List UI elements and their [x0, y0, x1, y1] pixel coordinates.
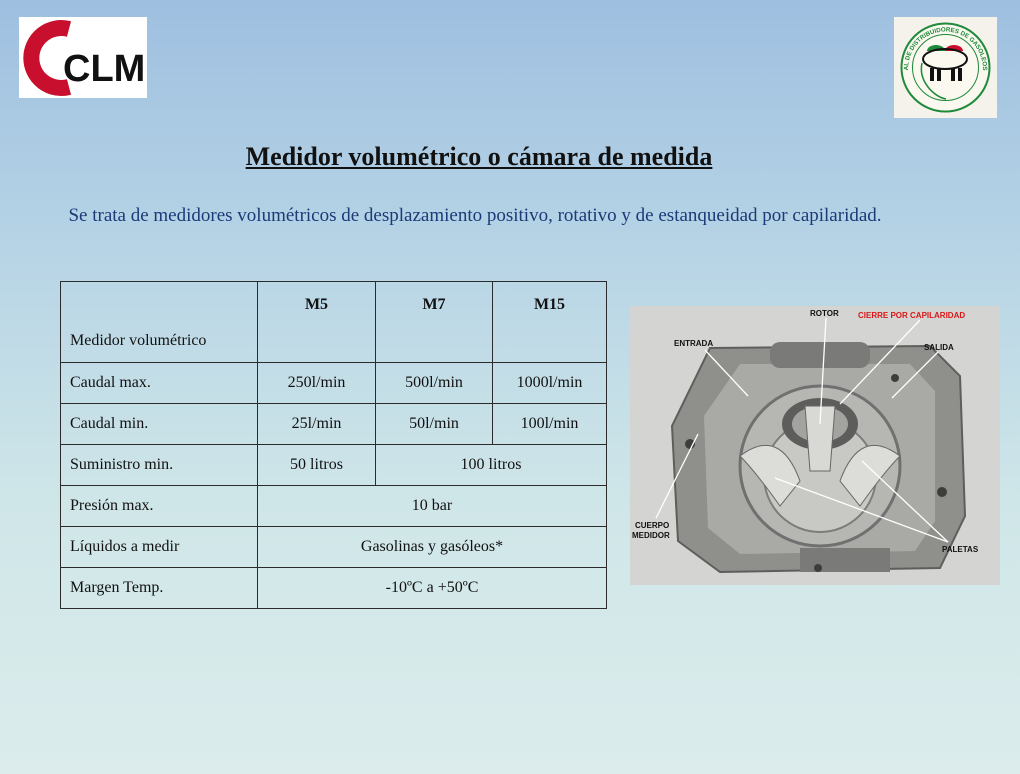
table-row	[61, 527, 607, 568]
label-rotor: ROTOR	[810, 309, 839, 318]
row-label: Caudal min.	[61, 404, 258, 445]
header-m7: M7	[376, 282, 493, 363]
cell-value: 50 litros	[258, 445, 376, 486]
federation-seal-graphic	[894, 17, 997, 118]
table-row	[61, 568, 607, 609]
meter-photo	[630, 306, 1000, 585]
label-cuerpo-2: MEDIDOR	[632, 531, 670, 540]
table-header-row	[61, 282, 607, 363]
specs-table	[60, 281, 607, 609]
cell-value: Gasolinas y gasóleos*	[258, 527, 607, 568]
row-label: Margen Temp.	[61, 568, 258, 609]
cell-value: 100l/min	[493, 404, 607, 445]
cell-value: 25l/min	[258, 404, 376, 445]
header-m5: M5	[258, 282, 376, 363]
table-row	[61, 404, 607, 445]
cell-value: -10ºC a +50ºC	[258, 568, 607, 609]
label-entrada: ENTRADA	[674, 339, 714, 348]
slide-description: Se trata de medidores volumétricos de desplazamiento positivo, rotativo y de estanqueidad por capilaridad.	[68, 205, 882, 226]
cell-value: 50l/min	[376, 404, 493, 445]
label-salida: SALIDA	[924, 343, 954, 352]
label-paletas: PALETAS	[942, 545, 979, 554]
cell-value: 500l/min	[376, 363, 493, 404]
table-row	[61, 486, 607, 527]
row-label: Presión max.	[61, 486, 258, 527]
row-label: Líquidos a medir	[61, 527, 258, 568]
label-cierre: CIERRE POR CAPILARIDAD	[858, 311, 966, 320]
federation-logo	[894, 17, 997, 118]
header-label-cell: Medidor volumétrico	[61, 282, 258, 363]
clm-logo-text: CLM	[63, 48, 146, 90]
cell-value: 250l/min	[258, 363, 376, 404]
cell-value: 1000l/min	[493, 363, 607, 404]
clm-logo	[19, 17, 147, 98]
cell-value: 10 bar	[258, 486, 607, 527]
slide-title: Medidor volumétrico o cámara de medida	[245, 142, 713, 171]
cell-value: 100 litros	[376, 445, 607, 486]
table-row	[61, 445, 607, 486]
row-label: Suministro min.	[61, 445, 258, 486]
label-cuerpo-1: CUERPO	[635, 521, 670, 530]
row-label: Caudal max.	[61, 363, 258, 404]
meter-photo-illustration	[630, 306, 1000, 585]
federation-ring-text: AL DE DISTRIBUIDORES DE GASOLEOS	[902, 26, 989, 71]
header-m15: M15	[493, 282, 607, 363]
table-row	[61, 363, 607, 404]
clm-logo-graphic	[19, 17, 147, 98]
